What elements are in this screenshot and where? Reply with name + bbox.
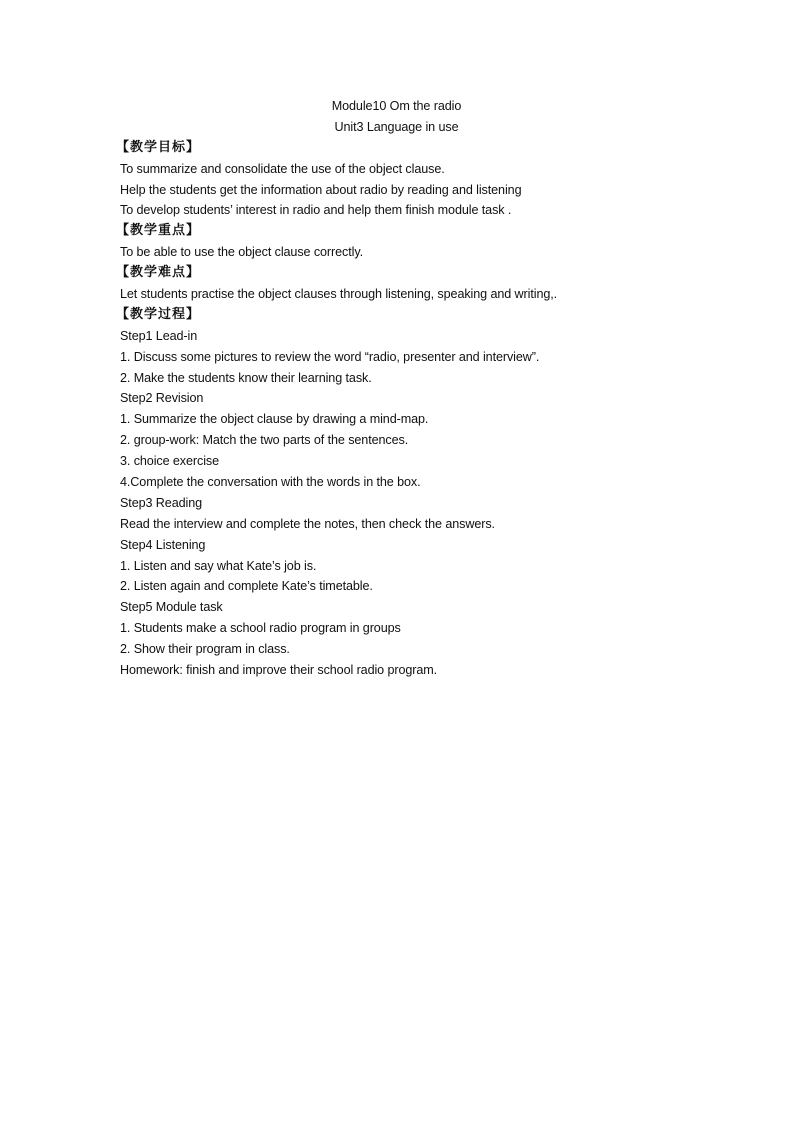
difficulties-heading: 【教学难点】 — [116, 265, 201, 281]
step-title: Step2 Revision — [120, 391, 204, 406]
document-body — [116, 96, 680, 681]
step-item: 2. Listen again and complete Kate’s timetable. — [120, 579, 373, 594]
document-subtitle: Unit3 Language in use — [334, 119, 459, 134]
step-title: Step3 Reading — [120, 495, 203, 510]
homework-line: Homework: finish and improve their school radio program. — [120, 663, 438, 678]
step-item: 1. Discuss some pictures to review the word “radio, presenter and interview”. — [120, 349, 540, 364]
step-item: 3. choice exercise — [120, 454, 219, 469]
objectives-heading: 【教学目标】 — [116, 139, 201, 155]
key-points-heading: 【教学重点】 — [116, 223, 201, 239]
step-title: Step1 Lead-in — [120, 328, 198, 343]
step-item: 1. Listen and say what Kate’s job is. — [120, 558, 317, 573]
step-item: 4.Complete the conversation with the words in the box. — [120, 475, 421, 490]
difficulty-item: Let students practise the object clauses through listening, speaking and writing,. — [120, 287, 558, 302]
step-title: Step5 Module task — [120, 600, 223, 615]
objective-item: Help the students get the information about radio by reading and listening — [120, 182, 522, 197]
document-title: Module10 Om the radio — [331, 99, 462, 113]
step-item: 1. Students make a school radio program in groups — [120, 621, 401, 636]
objective-item: To develop students’ interest in radio and help them finish module task . — [120, 203, 512, 218]
step-item: 2. Make the students know their learning task. — [120, 370, 372, 385]
step-title: Step4 Listening — [120, 537, 206, 552]
step-item: 2. Show their program in class. — [120, 642, 290, 657]
step-item: 1. Summarize the object clause by drawing a mind-map. — [120, 412, 429, 427]
objective-item: To summarize and consolidate the use of the object clause. — [120, 161, 445, 176]
key-point-item: To be able to use the object clause correctly. — [120, 245, 363, 260]
step-item: Read the interview and complete the notes, then check the answers. — [120, 516, 495, 531]
step-item: 2. group-work: Match the two parts of the sentences. — [120, 433, 409, 448]
process-heading: 【教学过程】 — [116, 306, 201, 322]
